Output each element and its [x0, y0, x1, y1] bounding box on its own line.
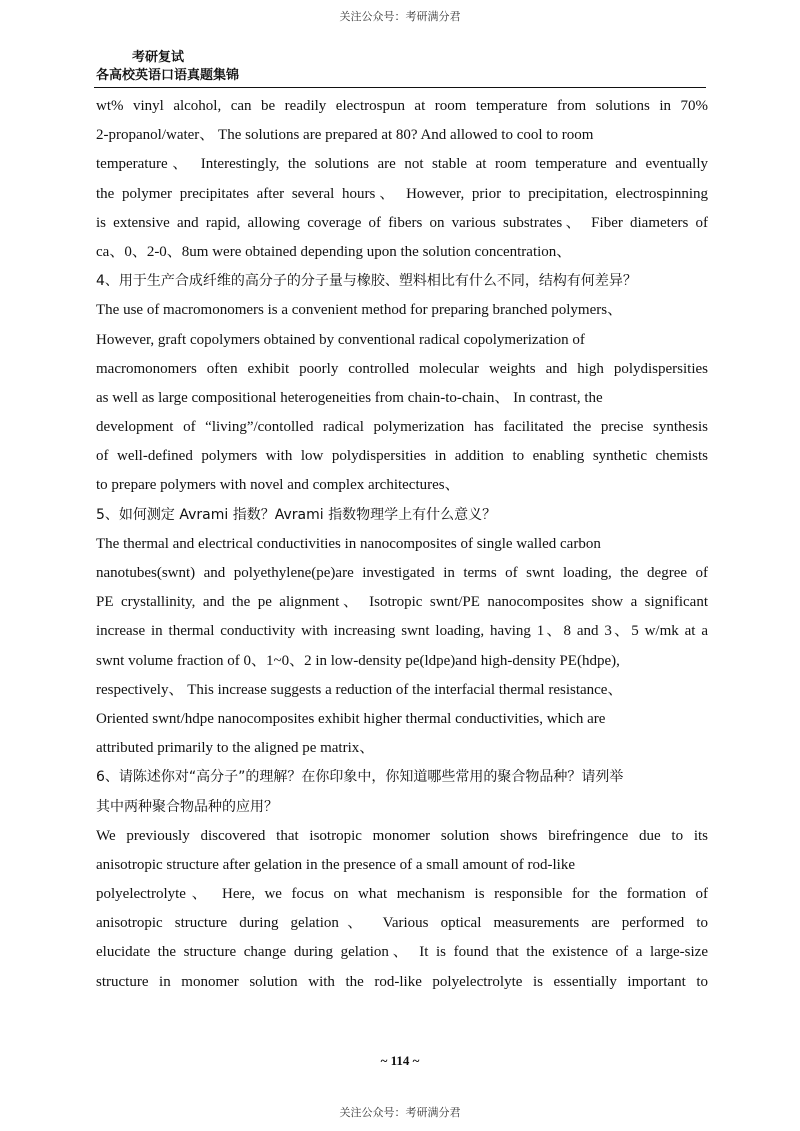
body-text-line: of well-defined polymers with low polydispersities in addition to enabling synthetic chemists: [96, 448, 708, 465]
question-line: 4、用于生产合成纤维的高分子的分子量与橡胶、塑料相比有什么不同，结构有何差异？: [96, 273, 637, 290]
body-text-line: anisotropic structure during gelation、 Various optical measurements are performed to: [96, 915, 708, 932]
body-text-line: structure in monomer solution with the rod-like polyelectrolyte is essentially important to: [96, 973, 708, 990]
body-text-line: attributed primarily to the aligned pe matrix、: [96, 740, 375, 757]
body-text-line: is extensive and rapid, allowing coverage of fibers on various substrates、 Fiber diameters of: [96, 214, 708, 231]
body-text-line: the polymer precipitates after several hours、 However, prior to precipitation, electrospinning: [96, 185, 708, 202]
body-text-line: temperature、 Interestingly, the solutions are not stable at room temperature and eventually: [96, 156, 708, 173]
body-text-line: wt% vinyl alcohol, can be readily electrospun at room temperature from solutions in 70%: [96, 98, 708, 114]
body-text-line: The use of macromonomers is a convenient method for preparing branched polymers、: [96, 302, 623, 319]
body-text-line: elucidate the structure change during gelation、 It is found that the existence of a large-size: [96, 944, 708, 961]
body-text-line: PE crystallinity, and the pe alignment、 Isotropic swnt/PE nanocomposites show a significant: [96, 594, 708, 611]
body-text-line: development of “living”/contolled radical polymerization has facilitated the precise synthesis: [96, 419, 708, 436]
page-number: ~ 114 ~: [380, 1053, 420, 1068]
body-text-line: nanotubes(swnt) and polyethylene(pe)are investigated in terms of swnt loading, the degree of: [96, 565, 708, 581]
body-text-line: swnt volume fraction of 0、1~0、2 in low-density pe(ldpe)and high-density PE(hdpe),: [96, 652, 620, 669]
body-text-line: 2-propanol/water、 The solutions are prepared at 80? And allowed to cool to room: [96, 127, 594, 144]
body-text-line: increase in thermal conductivity with increasing swnt loading, having 1、8 and 3、5 w/mk at a: [96, 623, 708, 640]
question-line: 5、如何测定 Avrami 指数？Avrami 指数物理学上有什么意义？: [96, 506, 497, 523]
body-text-line: macromonomers often exhibit poorly controlled molecular weights and high polydispersities: [96, 360, 708, 377]
header-divider: [94, 87, 706, 88]
header-title: 各高校英语口语真题集锦: [96, 68, 240, 83]
body-text-line: polyelectrolyte、 Here, we focus on what mechanism is responsible for the formation of: [96, 886, 708, 903]
body-text-line: The thermal and electrical conductivities in nanocomposites of single walled carbon: [96, 535, 601, 552]
body-text-line: anisotropic structure after gelation in the presence of a small amount of rod-like: [96, 856, 575, 873]
bottom-watermark: 关注公众号：考研满分君: [339, 1106, 461, 1119]
body-text-line: ca、0、2-0、8um were obtained depending upon the solution concentration、: [96, 243, 572, 260]
body-text-line: However, graft copolymers obtained by conventional radical copolymerization of: [96, 331, 585, 348]
body-text-line: respectively、 This increase suggests a reduction of the interfacial thermal resistance、: [96, 681, 623, 698]
body-text-line: as well as large compositional heterogeneities from chain-to-chain、 In contrast, the: [96, 389, 603, 406]
question-line: 其中两种聚合物品种的应用？: [96, 798, 278, 815]
body-text-line: to prepare polymers with novel and complex architectures、: [96, 477, 460, 494]
top-watermark: 关注公众号：考研满分君: [339, 10, 461, 23]
body-text-line: Oriented swnt/hdpe nanocomposites exhibit higher thermal conductivities, which are: [96, 710, 606, 727]
header-subtitle: 考研复试: [132, 50, 185, 65]
document-body: [96, 92, 708, 997]
question-line: 6、请陈述你对“高分子”的理解？在你印象中，你知道哪些常用的聚合物品种？请列举: [96, 769, 624, 786]
body-text-line: We previously discovered that isotropic monomer solution shows birefringence due to its: [96, 827, 708, 844]
